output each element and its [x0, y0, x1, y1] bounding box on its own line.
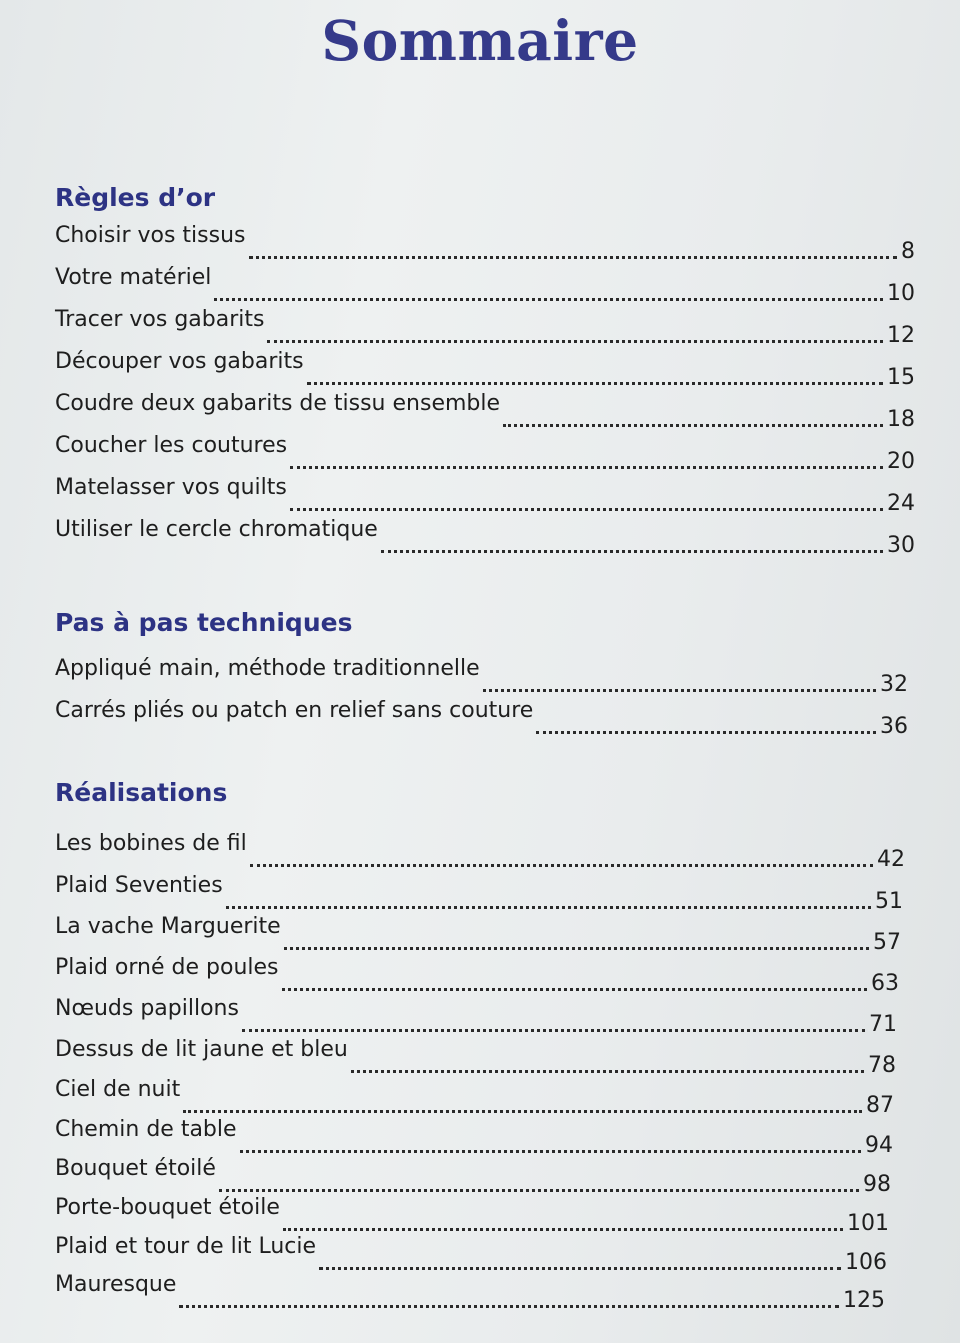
entry-page-number: 51 [875, 889, 903, 914]
entry-label: Dessus de lit jaune et bleu [55, 1037, 348, 1062]
entry-page-number: 12 [887, 323, 915, 348]
dot-leader [351, 1070, 864, 1073]
entry-page-number: 106 [845, 1250, 887, 1275]
toc-entry[interactable] [55, 914, 901, 957]
toc-entry[interactable] [55, 831, 905, 874]
toc-entry[interactable] [55, 475, 915, 518]
entry-page-number: 8 [901, 239, 915, 264]
entry-page-number: 125 [843, 1288, 885, 1313]
toc-entry[interactable] [55, 1234, 887, 1277]
entry-page-number: 98 [863, 1172, 891, 1197]
toc-entry[interactable] [55, 1077, 894, 1120]
entry-page-number: 10 [887, 281, 915, 306]
entry-label: Porte-bouquet étoile [55, 1195, 280, 1220]
entry-label: Carrés pliés ou patch en relief sans couture [55, 698, 534, 723]
dot-leader [282, 988, 868, 991]
entry-label: Utiliser le cercle chromatique [55, 517, 378, 542]
entry-label: Découper vos gabarits [55, 349, 304, 374]
entry-label: Mauresque [55, 1272, 177, 1297]
entry-page-number: 32 [880, 672, 908, 697]
entry-label: Coucher les coutures [55, 433, 288, 458]
dot-leader [290, 508, 883, 511]
toc-entry[interactable] [55, 517, 915, 560]
entry-page-number: 71 [869, 1012, 897, 1037]
entry-page-number: 20 [887, 449, 915, 474]
dot-leader [214, 298, 883, 301]
entry-label: Appliqué main, méthode traditionnelle [55, 656, 480, 681]
entry-label: Coudre deux gabarits de tissu ensemble [55, 391, 501, 416]
entry-label: Plaid et tour de lit Lucie [55, 1234, 317, 1259]
dot-leader [267, 340, 883, 343]
entry-label: Matelasser vos quilts [55, 475, 287, 500]
dot-leader [226, 906, 871, 909]
toc-entry[interactable] [55, 1272, 885, 1315]
dot-leader [242, 1029, 865, 1032]
entry-label: Plaid orné de poules [55, 955, 279, 980]
toc-entry[interactable] [55, 391, 915, 434]
dot-leader [240, 1150, 861, 1153]
entry-label: Tracer vos gabarits [55, 307, 265, 332]
section-heading-pas-a-pas: Pas à pas techniques [55, 608, 353, 637]
dot-leader [250, 864, 873, 867]
entry-label: Votre matériel [55, 265, 212, 290]
dot-leader [249, 256, 898, 259]
page-title: Sommaire [321, 8, 639, 73]
entry-page-number: 57 [873, 930, 901, 955]
toc-entry[interactable] [55, 656, 908, 699]
toc-entry[interactable] [55, 1037, 896, 1080]
toc-entry[interactable] [55, 955, 899, 998]
dot-leader [283, 1228, 843, 1231]
entry-label: La vache Marguerite [55, 914, 281, 939]
entry-label: Bouquet étoilé [55, 1156, 216, 1181]
section-heading-regles-dor: Règles d’or [55, 183, 216, 212]
toc-entry[interactable] [55, 265, 915, 308]
entry-label: Choisir vos tissus [55, 223, 246, 248]
entry-label: Les bobines de fil [55, 831, 247, 856]
entry-page-number: 15 [887, 365, 915, 390]
entry-page-number: 101 [847, 1211, 889, 1236]
toc-entry[interactable] [55, 433, 915, 476]
dot-leader [183, 1110, 862, 1113]
entry-page-number: 94 [865, 1133, 893, 1158]
toc-entry[interactable] [55, 996, 897, 1039]
entry-label: Nœuds papillons [55, 996, 239, 1021]
dot-leader [307, 382, 883, 385]
entry-page-number: 63 [871, 971, 899, 996]
entry-page-number: 30 [887, 533, 915, 558]
entry-label: Chemin de table [55, 1117, 237, 1142]
dot-leader [381, 550, 883, 553]
dot-leader [219, 1189, 859, 1192]
entry-page-number: 87 [866, 1093, 894, 1118]
entry-page-number: 36 [880, 714, 908, 739]
entry-label: Ciel de nuit [55, 1077, 181, 1102]
entry-page-number: 18 [887, 407, 915, 432]
dot-leader [319, 1267, 841, 1270]
entry-page-number: 24 [887, 491, 915, 516]
entry-page-number: 42 [877, 847, 905, 872]
entry-page-number: 78 [868, 1053, 896, 1078]
toc-entry[interactable] [55, 349, 915, 392]
toc-entry[interactable] [55, 873, 903, 916]
dot-leader [503, 424, 883, 427]
dot-leader [483, 689, 876, 692]
toc-entry[interactable] [55, 307, 915, 350]
dot-leader [290, 466, 883, 469]
section-heading-realisations: Réalisations [55, 778, 228, 807]
dot-leader [536, 731, 876, 734]
toc-entry[interactable] [55, 698, 908, 741]
dot-leader [284, 947, 869, 950]
dot-leader [179, 1305, 839, 1308]
entry-label: Plaid Seventies [55, 873, 223, 898]
toc-entry[interactable] [55, 223, 915, 266]
